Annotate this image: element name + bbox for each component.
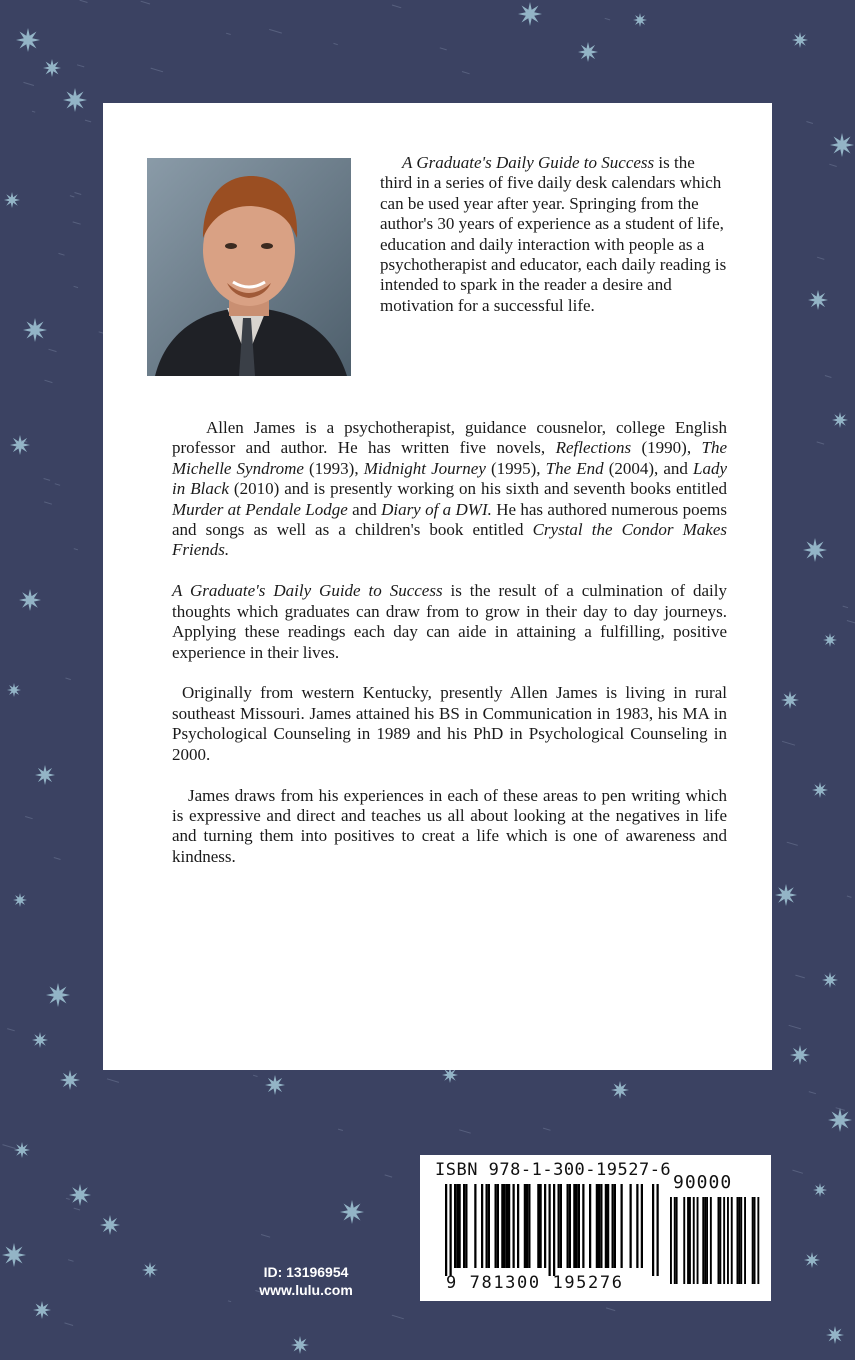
star-icon xyxy=(23,318,47,342)
speckle-mark xyxy=(226,33,231,34)
barcode-bar xyxy=(544,1184,546,1268)
barcode-bar xyxy=(450,1184,452,1276)
book-crystal-the-condor: Crystal the Condor Makes Friends. xyxy=(172,520,727,560)
barcode-bar xyxy=(569,1184,571,1268)
barcode-digits: 9 781300 195276 xyxy=(446,1273,624,1293)
addon-bar xyxy=(740,1197,742,1284)
speckle-mark xyxy=(334,43,338,44)
speckle-mark xyxy=(59,253,65,255)
speckle-mark xyxy=(45,380,53,382)
barcode-bar xyxy=(641,1184,643,1268)
intro-book-title: A Graduate's Daily Guide to Success xyxy=(402,153,655,172)
barcode-bar xyxy=(474,1184,476,1268)
barcode-bar xyxy=(495,1184,497,1268)
ean-barcode-bars xyxy=(445,1184,665,1276)
star-icon xyxy=(808,290,828,310)
barcode-bar xyxy=(589,1184,591,1268)
speckle-mark xyxy=(74,549,78,550)
culmination-paragraph xyxy=(172,581,727,663)
star-icon xyxy=(19,589,41,611)
speckle-mark xyxy=(809,1092,816,1094)
book-reflections: Reflections xyxy=(555,438,632,458)
star-icon xyxy=(828,1108,852,1132)
speckle-mark xyxy=(385,1175,392,1177)
bio-paragraph xyxy=(172,418,727,561)
star-icon xyxy=(60,1070,80,1090)
closing-paragraph: James draws from his experiences in each of these areas to pen writing which is expressive and direct and teaches us all about looking at the negatives in life and turning them into positives to creat a life which is one of awareness and kindness. xyxy=(172,785,727,866)
barcode-bar xyxy=(481,1184,483,1268)
star-icon xyxy=(611,1081,629,1099)
speckle-mark xyxy=(70,196,74,197)
barcode-bar xyxy=(486,1184,488,1268)
star-icon xyxy=(812,782,828,798)
star-icon xyxy=(792,32,808,48)
barcode-bar xyxy=(528,1184,530,1268)
barcode-bar xyxy=(517,1184,519,1268)
speckle-mark xyxy=(606,1308,615,1311)
star-icon xyxy=(832,412,848,428)
speckle-mark xyxy=(269,29,282,33)
addon-bar xyxy=(674,1197,676,1284)
barcode-bar xyxy=(582,1184,584,1268)
barcode-bar xyxy=(652,1184,654,1276)
speckle-mark xyxy=(847,621,855,625)
speckle-mark xyxy=(68,1260,73,1262)
speckle-mark xyxy=(787,842,798,845)
barcode-bar xyxy=(576,1184,578,1268)
addon-bar xyxy=(738,1197,740,1284)
speckle-mark xyxy=(789,1025,801,1029)
bio-text-6: (2010) and is presently working on his sixth and seventh books entitled xyxy=(228,479,727,499)
speckle-mark xyxy=(843,606,848,608)
barcode-bar xyxy=(540,1184,542,1268)
addon-bar xyxy=(710,1197,712,1284)
star-icon xyxy=(633,13,647,27)
addon-barcode-bars xyxy=(670,1197,765,1284)
speckle-mark xyxy=(392,1315,404,1319)
barcode-bar xyxy=(445,1184,447,1276)
bio-text-8: He has authored numerous poems and songs as well as a children's book entitled xyxy=(172,499,728,540)
culmination-text: is the result of a culmination of daily thoughts which graduates can draw from to grow in their day to day journeys. Applying these readings each day can aide in attaining a fulfilling, positive experience in their lives. xyxy=(172,581,727,662)
speckle-mark xyxy=(65,1323,74,1326)
addon-bar xyxy=(697,1197,699,1284)
speckle-mark xyxy=(73,222,81,224)
speckle-mark xyxy=(54,858,61,860)
bio-text-1: Allen James is a psychotherapist, guidance cousnelor, college English professor and author. He has written five novels, xyxy=(172,418,727,458)
addon-bar xyxy=(731,1197,733,1284)
speckle-mark xyxy=(459,1130,471,1133)
speckle-mark xyxy=(795,975,804,978)
star-icon xyxy=(35,765,55,785)
speckle-mark xyxy=(44,479,51,481)
star-icon xyxy=(10,435,30,455)
body-text xyxy=(172,418,727,888)
speckle-mark xyxy=(66,1198,70,1199)
barcode-bar xyxy=(605,1184,607,1268)
book-the-end: The End xyxy=(545,458,604,478)
barcode-bar xyxy=(524,1184,526,1268)
speckle-mark xyxy=(75,193,82,195)
book-diary-of-a-dwi: Diary of a DWI. xyxy=(381,499,492,519)
speckle-mark xyxy=(7,1029,15,1031)
speckle-mark xyxy=(338,1129,343,1130)
isbn-barcode xyxy=(420,1155,771,1301)
star-icon xyxy=(63,88,87,112)
book-midnight-journey: Midnight Journey xyxy=(363,458,486,478)
star-icon xyxy=(291,1336,309,1354)
star-icon xyxy=(142,1262,158,1278)
star-icon xyxy=(2,1243,26,1267)
addon-bar xyxy=(687,1197,689,1284)
author-photo xyxy=(147,158,351,376)
barcode-bar xyxy=(508,1184,510,1268)
addon-bar xyxy=(737,1197,739,1284)
speckle-mark xyxy=(77,65,84,67)
addon-bar xyxy=(702,1197,704,1284)
speckle-mark xyxy=(817,442,824,444)
star-icon xyxy=(69,1184,91,1206)
barcode-bar xyxy=(501,1184,503,1268)
intro-paragraph xyxy=(380,153,730,316)
star-icon xyxy=(33,1301,51,1319)
speckle-mark xyxy=(141,1,150,4)
barcode-bar xyxy=(567,1184,569,1268)
addon-bar xyxy=(723,1197,725,1284)
speckle-mark xyxy=(3,1145,16,1149)
speckle-mark xyxy=(44,502,52,504)
speckle-mark xyxy=(829,164,836,166)
barcode-bar xyxy=(513,1184,515,1268)
star-icon xyxy=(43,59,61,77)
barcode-bar xyxy=(630,1184,632,1268)
isbn-label: ISBN 978-1-300-19527-6 xyxy=(435,1160,672,1180)
speckle-mark xyxy=(543,1128,550,1130)
speckle-mark xyxy=(462,72,470,74)
speckle-mark xyxy=(107,1079,119,1083)
barcode-bar xyxy=(506,1184,508,1268)
barcode-bar xyxy=(504,1184,506,1268)
addon-bar xyxy=(757,1197,759,1284)
star-icon xyxy=(823,633,837,647)
star-icon xyxy=(790,1045,810,1065)
star-icon xyxy=(518,2,542,26)
addon-bar xyxy=(704,1197,706,1284)
star-icon xyxy=(781,691,799,709)
barcode-bar xyxy=(621,1184,623,1268)
barcode-bar xyxy=(573,1184,575,1268)
bio-text-2: (1990), xyxy=(631,438,702,458)
star-icon xyxy=(775,884,797,906)
speckle-mark xyxy=(32,111,35,112)
barcode-bar xyxy=(636,1184,638,1268)
star-icon xyxy=(822,972,838,988)
speckle-mark xyxy=(261,1235,270,1238)
bio-text-3: (1993), xyxy=(303,458,364,478)
barcode-bar xyxy=(657,1184,659,1276)
speckle-mark xyxy=(74,1208,80,1210)
speckle-mark xyxy=(825,376,832,378)
speckle-mark xyxy=(228,1301,231,1302)
speckle-mark xyxy=(49,349,57,351)
intro-text: is the third in a series of five daily desk calendars which can be used year after year. Springing from the author's 30 years of experience as a student of life, education and daily interaction with people as a psychotherapist and educator, each daily reading is intended to spark in the reader a desire and motivation for a successful life. xyxy=(380,153,727,315)
barcode-bar xyxy=(612,1184,614,1268)
star-icon xyxy=(14,1142,30,1158)
speckle-mark xyxy=(806,122,813,124)
speckle-mark xyxy=(253,1075,257,1076)
barcode-bar xyxy=(560,1184,562,1268)
speckle-mark xyxy=(392,5,401,8)
speckle-mark xyxy=(151,68,163,72)
speckle-mark xyxy=(605,18,610,20)
book-michelle-syndrome: The Michelle Syndrome xyxy=(172,438,727,478)
bio-text-7: and xyxy=(347,499,382,519)
addon-bar xyxy=(754,1197,756,1284)
barcode-bar xyxy=(596,1184,598,1268)
star-icon xyxy=(265,1075,285,1095)
addon-bar xyxy=(683,1197,685,1284)
star-icon xyxy=(16,28,40,52)
speckle-mark xyxy=(85,120,91,122)
barcode-bar xyxy=(549,1184,551,1276)
speckle-mark xyxy=(847,896,852,897)
speckle-mark xyxy=(817,257,824,259)
barcode-bar xyxy=(456,1184,458,1268)
text-panel xyxy=(103,103,772,1070)
publisher-id: ID: 13196954 xyxy=(263,1264,349,1280)
speckle-mark xyxy=(782,741,795,745)
barcode-bar xyxy=(558,1184,560,1268)
publisher-url[interactable]: www.lulu.com xyxy=(259,1282,353,1298)
price-code: 90000 xyxy=(673,1172,733,1193)
star-icon xyxy=(32,1032,48,1048)
barcode-bar xyxy=(553,1184,555,1276)
barcode-bar xyxy=(463,1184,465,1268)
bio-text-4: (1995), xyxy=(485,458,546,478)
barcode-bar xyxy=(614,1184,616,1268)
barcode-bar xyxy=(537,1184,539,1268)
bio-text-5: (2004), and xyxy=(603,458,694,478)
addon-bar xyxy=(719,1197,721,1284)
addon-bar xyxy=(706,1197,708,1284)
addon-bar xyxy=(718,1197,720,1284)
book-lady-in-black: Lady in Black xyxy=(172,458,728,499)
addon-bar xyxy=(689,1197,691,1284)
speckle-mark xyxy=(24,82,34,85)
star-icon xyxy=(13,893,27,907)
star-icon xyxy=(803,538,827,562)
barcode-bar xyxy=(578,1184,580,1268)
barcode-bar xyxy=(497,1184,499,1268)
book-murder-at-pendale-lodge: Murder at Pendale Lodge xyxy=(172,499,348,519)
barcode-bar xyxy=(600,1184,602,1268)
barcode-bar xyxy=(459,1184,461,1268)
speckle-mark xyxy=(74,286,78,287)
addon-bar xyxy=(744,1197,746,1284)
star-icon xyxy=(830,133,854,157)
star-icon xyxy=(7,683,21,697)
speckle-mark xyxy=(55,484,60,486)
barcode-bar xyxy=(488,1184,490,1268)
addon-bar xyxy=(752,1197,754,1284)
addon-bar xyxy=(727,1197,729,1284)
barcode-bar xyxy=(526,1184,528,1268)
addon-bar xyxy=(670,1197,672,1284)
star-icon xyxy=(100,1215,120,1235)
speckle-mark xyxy=(25,817,32,819)
star-icon xyxy=(804,1252,820,1268)
star-icon xyxy=(340,1200,364,1224)
speckle-mark xyxy=(80,0,88,2)
speckle-mark xyxy=(440,48,447,50)
star-icon xyxy=(578,42,598,62)
addon-bar xyxy=(693,1197,695,1284)
publisher-info xyxy=(236,1263,376,1299)
star-icon xyxy=(4,192,20,208)
barcode-bar xyxy=(454,1184,456,1268)
addon-bar xyxy=(676,1197,678,1284)
origin-paragraph: Originally from western Kentucky, presently Allen James is living in rural southeast Missouri. James attained his BS in Communication in 1983, his MA in Psychological Counseling in 1989 and his PhD in Psychological Counseling in 2000. xyxy=(172,683,727,764)
star-icon xyxy=(46,983,70,1007)
barcode-bar xyxy=(607,1184,609,1268)
barcode-bar xyxy=(598,1184,600,1268)
barcode-bar xyxy=(465,1184,467,1268)
star-icon xyxy=(826,1326,844,1344)
speckle-mark xyxy=(66,678,71,680)
culmination-book-title: A Graduate's Daily Guide to Success xyxy=(172,581,443,601)
speckle-mark xyxy=(793,1170,803,1173)
